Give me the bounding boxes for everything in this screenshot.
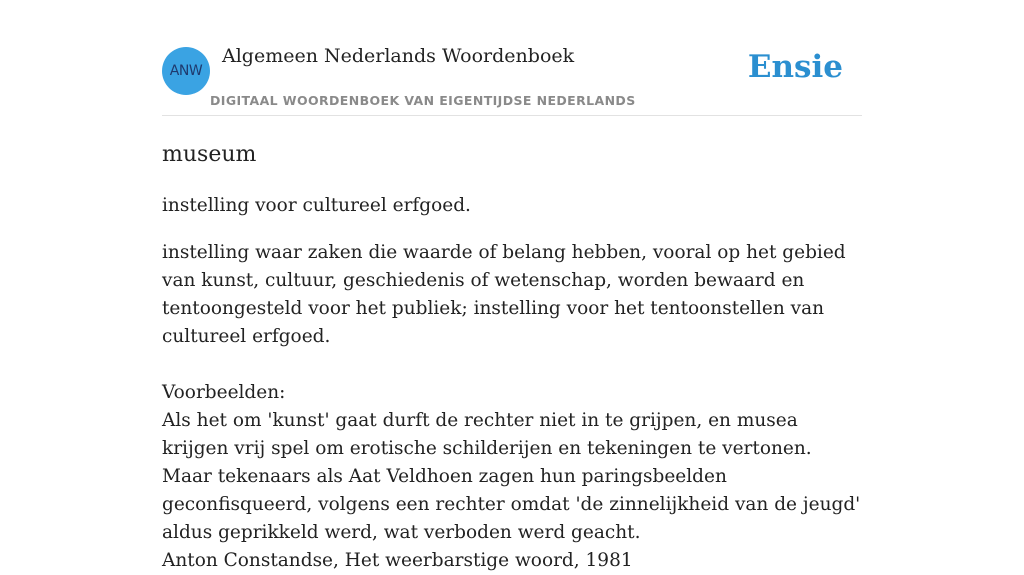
site-subtitle: DIGITAAL WOORDENBOEK VAN EIGENTIJDSE NEDERLANDS <box>210 93 636 108</box>
long-definition: instelling waar zaken die waarde of belang hebben, vooral op het gebied van kunst, cultuur, geschiedenis of wetenschap, worden bewaard en tentoongesteld voor het publiek; instelling voor het tentoonstellen van cultureel erfgoed. <box>162 242 846 347</box>
logo-text: ANW <box>169 63 203 79</box>
short-definition: instelling voor cultureel erfgoed. <box>162 195 471 216</box>
example-text: Als het om 'kunst' gaat durft de rechter niet in te grijpen, en musea krijgen vrij spel om erotische schilderijen en tekeningen te vertonen. Maar tekenaars als Aat Veldhoen zagen hun paringsbeelden geconfisqueerd, volgens een rechter omdat 'de zinnelijkheid van de jeugd' aldus geprikkeld werd, wat verboden werd geacht. <box>162 410 861 543</box>
examples-label: Voorbeelden: <box>162 382 286 403</box>
anw-logo[interactable] <box>162 47 210 95</box>
ensie-brand-link[interactable]: Ensie <box>747 49 843 85</box>
examples-section <box>162 379 862 575</box>
site-title[interactable]: Algemeen Nederlands Woordenboek <box>222 45 575 67</box>
entry-content <box>162 140 862 575</box>
site-header <box>162 0 862 116</box>
headword: museum <box>162 142 257 167</box>
example-source: Anton Constandse, Het weerbarstige woord, 1981 <box>162 550 633 571</box>
